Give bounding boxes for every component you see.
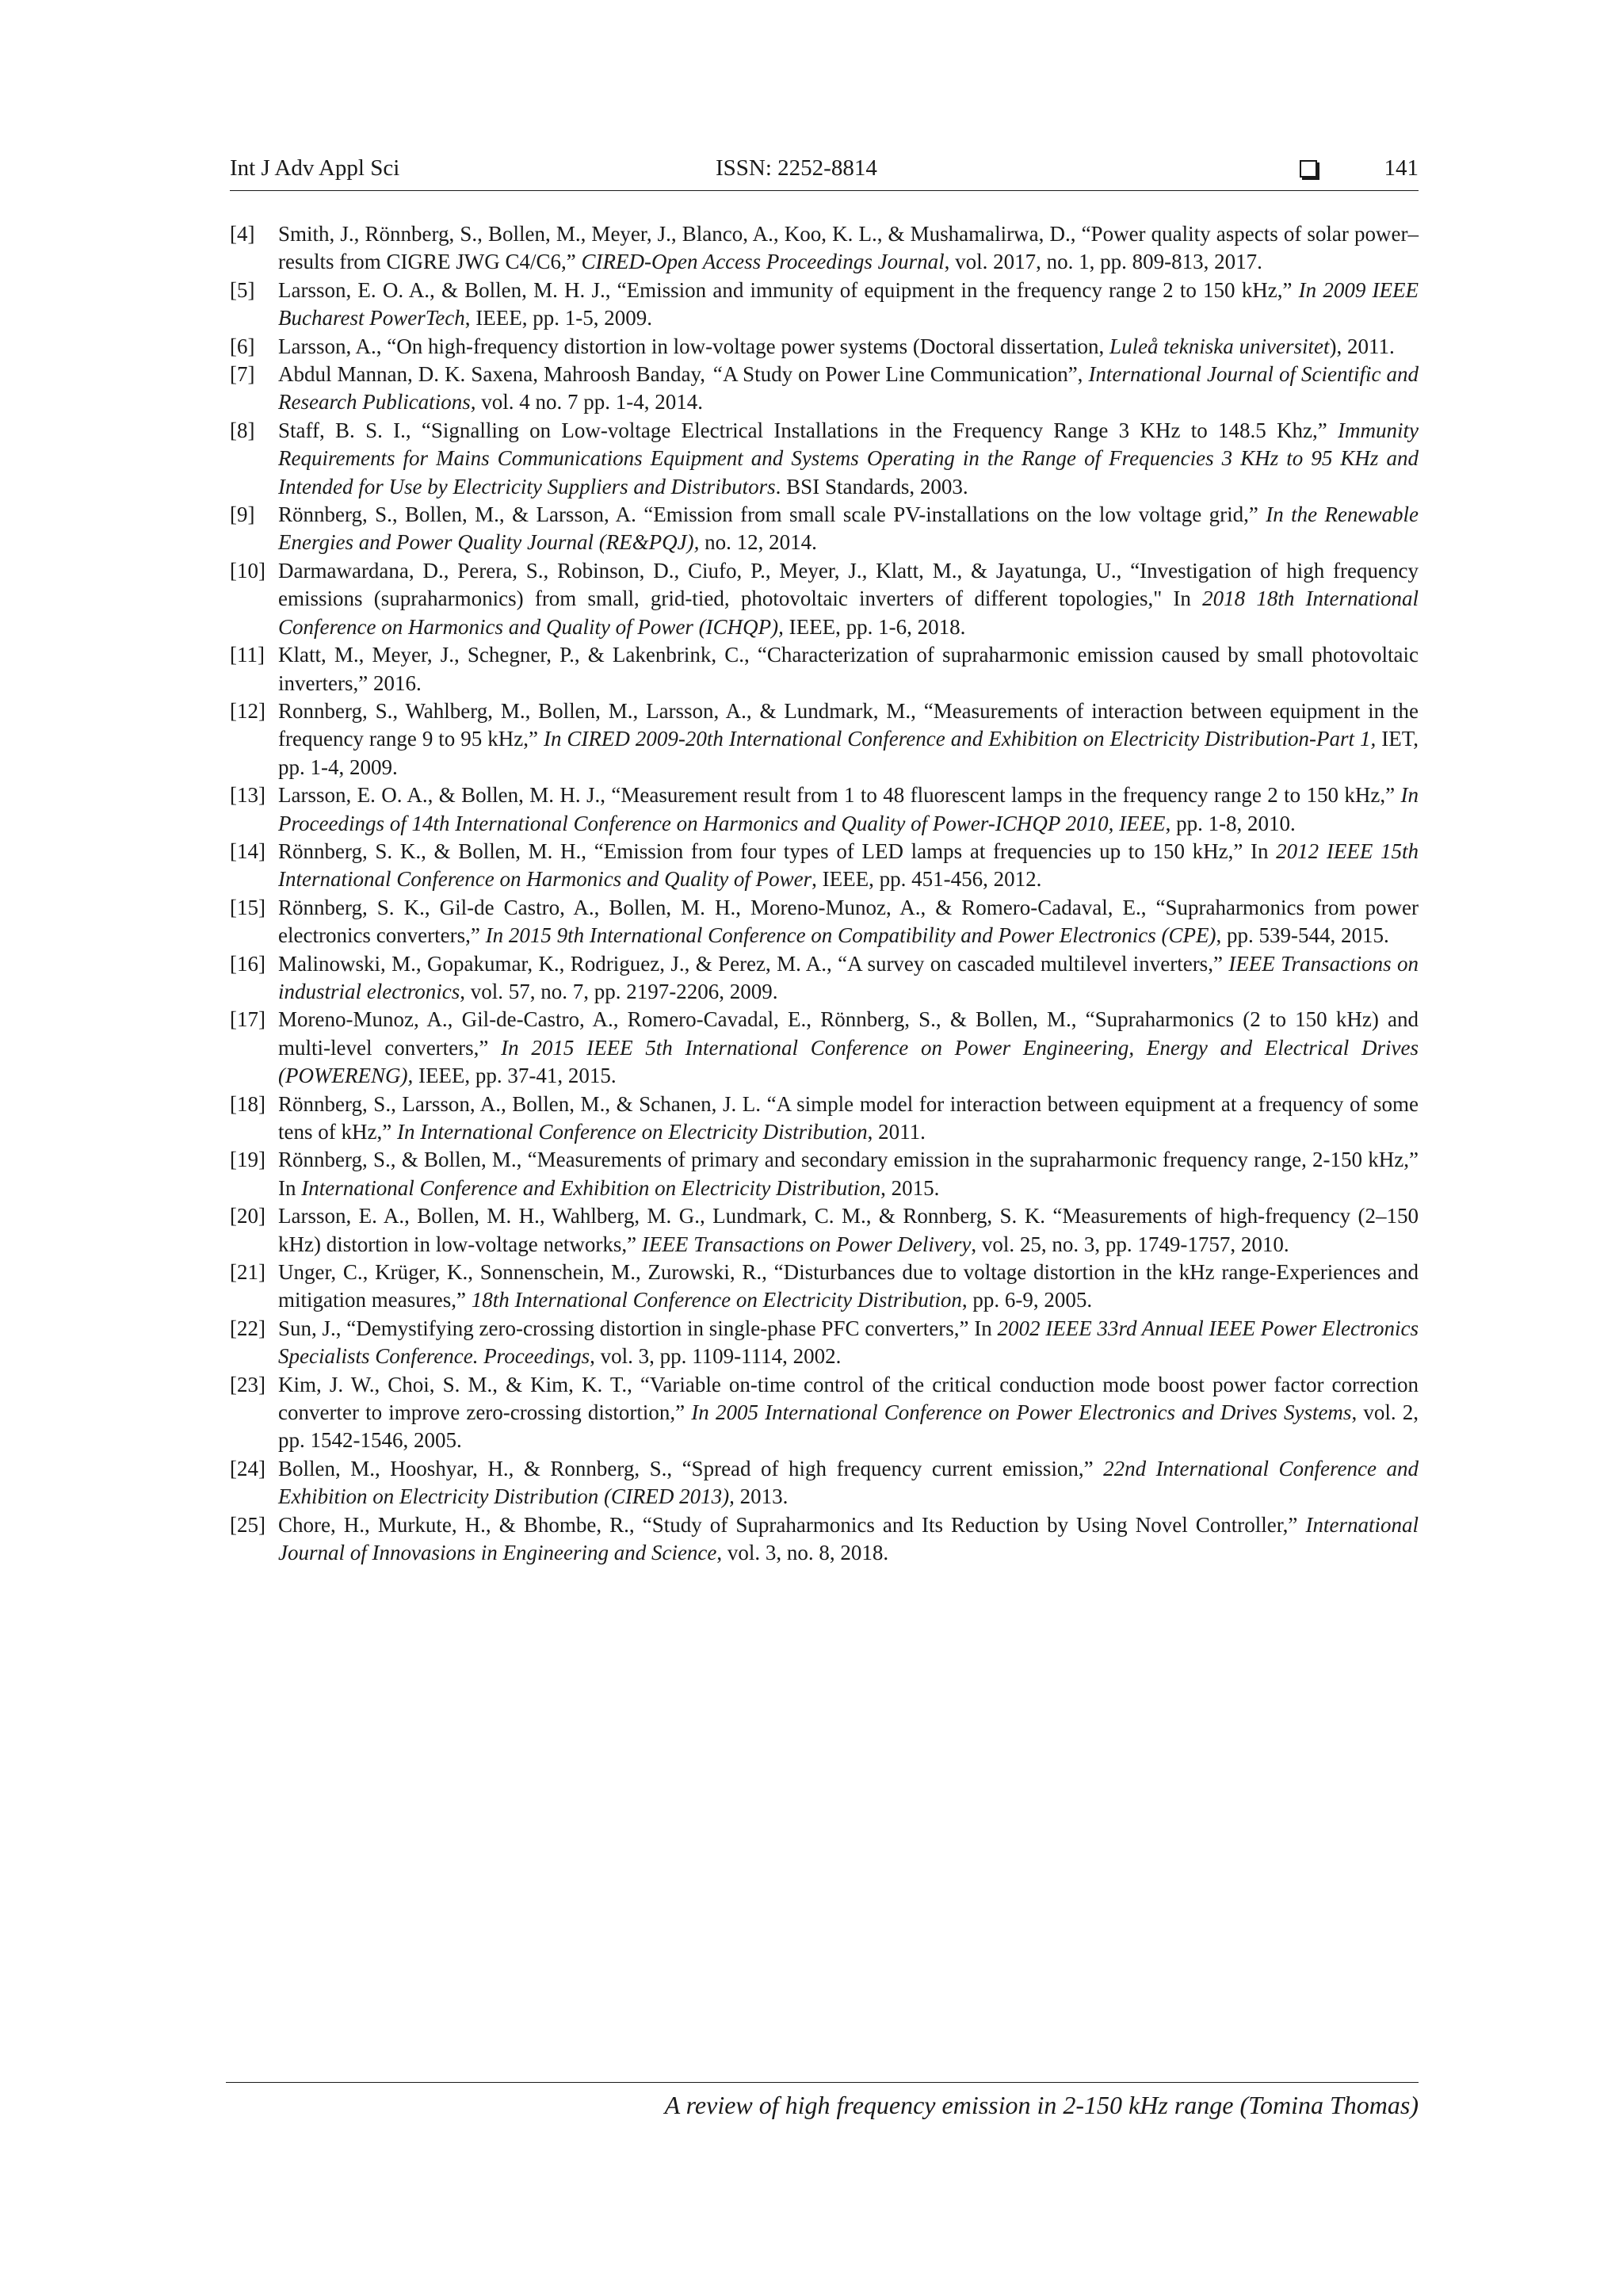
reference-source: In the Renewable Energies and Power Quality Journal (RE&PQJ), <box>278 502 1419 555</box>
reference-number: [23] <box>230 1372 265 1396</box>
reference-text: , IEEE, pp. 1-5, 2009. <box>464 306 652 330</box>
reference-source: International Journal of Scientific and Research Publications, <box>278 362 1419 415</box>
reference-text: Ronnberg, S., Wahlberg, M., Bollen, M., Larsson, A., & Lundmark, M., “Measurements of interaction between equipment in the frequency range 9 to 95 kHz,” <box>278 698 1419 751</box>
square-bullet-icon <box>1300 160 1317 178</box>
reference-text: Staff, B. S. I., “Signalling on Low-voltage Electrical Installations in the Frequency Range 3 KHz to 148.5 Khz,” <box>278 418 1338 442</box>
reference-number: [12] <box>230 698 265 723</box>
reference-text: , vol. 3, no. 8, 2018. <box>716 1541 889 1565</box>
reference-item <box>230 277 1419 333</box>
reference-number: [14] <box>230 839 265 863</box>
reference-number: [5] <box>230 277 255 302</box>
reference-number: [24] <box>230 1456 265 1480</box>
reference-text: Rönnberg, S., & Bollen, M., “Measurements of primary and secondary emission in the supraharmonic frequency range, 2-150 kHz,” In <box>278 1148 1419 1200</box>
reference-text: Larsson, E. O. A., & Bollen, M. H. J., “Measurement result from 1 to 48 fluorescent lamps in the frequency range 2 to 150 kHz,” <box>278 783 1401 808</box>
header-rule <box>230 190 1419 191</box>
reference-number: [7] <box>230 362 255 387</box>
page-number: 141 <box>1384 155 1419 181</box>
reference-number: [21] <box>230 1260 265 1285</box>
reference-text: Chore, H., Murkute, H., & Bhombe, R., “Study of Supraharmonics and Its Reduction by Using Novel Controller,” <box>278 1512 1306 1537</box>
reference-text: Larsson, E. O. A., & Bollen, M. H. J., “Emission and immunity of equipment in the frequency range 2 to 150 kHz,” <box>278 277 1299 302</box>
reference-item <box>230 220 1419 277</box>
reference-text: , pp. 1-8, 2010. <box>1165 811 1296 835</box>
reference-text: Rönnberg, S. K., & Bollen, M. H., “Emission from four types of LED lamps at frequencies up to 150 kHz,” In <box>278 839 1277 863</box>
reference-text: Rönnberg, S., Larsson, A., Bollen, M., & Schanen, J. L. “A simple model for interaction between equipment at a frequency of some tens of kHz,” <box>278 1091 1419 1144</box>
reference-number: [18] <box>230 1091 265 1116</box>
reference-item <box>230 1146 1419 1202</box>
reference-source: 2012 IEEE 15th International Conference on Harmonics and Quality of Power <box>278 839 1419 892</box>
reference-source: IEEE Transactions on industrial electronics <box>278 951 1419 1003</box>
reference-number: [19] <box>230 1148 265 1172</box>
reference-text: Klatt, M., Meyer, J., Schegner, P., & Lakenbrink, C., “Characterization of supraharmonic emission caused by small photovoltaic inverters,” 2016. <box>278 643 1419 695</box>
reference-source: 22nd International Conference and Exhibition on Electricity Distribution (CIRED 2013), <box>278 1456 1419 1509</box>
reference-number: [6] <box>230 334 255 358</box>
reference-text: 2013. <box>734 1484 789 1509</box>
reference-item <box>230 1371 1419 1455</box>
reference-text: A Study on Power Line Communication”, <box>723 362 1089 387</box>
reference-text: . BSI Standards, 2003. <box>775 474 968 499</box>
reference-source: IEEE Transactions on Power Delivery <box>641 1232 972 1256</box>
reference-text: Larsson, A., “On high-frequency distortion in low-voltage power systems (Doctoral dissertation, <box>278 334 1110 358</box>
reference-text: Sun, J., “Demystifying zero-crossing distortion in single-phase PFC converters,” In <box>278 1316 998 1340</box>
reference-source: In 2015 9th International Conference on Compatibility and Power Electronics (CPE) <box>485 923 1216 948</box>
reference-number: [25] <box>230 1512 265 1537</box>
reference-text: IEEE, pp. 37-41, 2015. <box>413 1064 617 1088</box>
reference-source: In Proceedings of 14th International Conference on Harmonics and Quality of Power-ICHQP 2010, IEEE <box>278 783 1419 835</box>
reference-item <box>230 1511 1419 1568</box>
reference-text: , vol. 25, no. 3, pp. 1749-1757, 2010. <box>971 1232 1289 1256</box>
reference-number: [13] <box>230 783 265 808</box>
reference-item <box>230 641 1419 697</box>
reference-item <box>230 1202 1419 1259</box>
journal-name: Int J Adv Appl Sci <box>230 155 400 181</box>
reference-item <box>230 781 1419 838</box>
reference-item <box>230 417 1419 501</box>
reference-text: , IEEE, pp. 451-456, 2012. <box>812 867 1042 892</box>
page-header <box>230 155 1419 187</box>
reference-source: In CIRED 2009-20th International Conference and Exhibition on Electricity Distribution-Part 1, <box>543 727 1377 751</box>
running-title: A review of high frequency emission in 2-150 kHz range (Tomina Thomas) <box>664 2091 1419 2119</box>
reference-source: In 2005 International Conference on Power Electronics and Drives Systems <box>691 1400 1352 1425</box>
reference-item <box>230 950 1419 1007</box>
reference-text: Smith, J., Rönnberg, S., Bollen, M., Meyer, J., Blanco, A., Koo, K. L., & Mushamalirwa, D., “Power quality aspects of solar power–results from CIGRE JWG C4/C6,” <box>278 222 1419 274</box>
reference-text: Larsson, E. A., Bollen, M. H., Wahlberg, M. G., Lundmark, C. M., & Ronnberg, S. K. “Measurements of high-frequency (2–150 kHz) distortion in low-voltage networks,” <box>278 1204 1419 1256</box>
reference-source: Luleå tekniska universitet <box>1109 334 1330 358</box>
reference-number: [8] <box>230 418 255 442</box>
reference-source: 18th International Conference on Electricity Distribution <box>471 1288 962 1312</box>
reference-source: 2018 18th International Conference on Harmonics and Quality of Power (ICHQP), <box>278 586 1419 639</box>
reference-text: , vol. 2, pp. 1542-1546, 2005. <box>278 1400 1419 1453</box>
reference-text: Rönnberg, S. K., Gil-de Castro, A., Bollen, M. H., Moreno-Munoz, A., & Romero-Cadaval, E., “Supraharmonics from power electronics converters,” <box>278 895 1419 948</box>
reference-text: , 2015. <box>880 1175 940 1200</box>
reference-number: [17] <box>230 1007 265 1032</box>
reference-item <box>230 333 1419 361</box>
reference-source: CIRED-Open Access Proceedings Journal <box>581 250 945 274</box>
reference-text: Unger, C., Krüger, K., Sonnenschein, M., Zurowski, R., “Disturbances due to voltage distortion in the kHz range-Experiences and mitigation measures,” <box>278 1260 1419 1312</box>
reference-text: Abdul Mannan, D. K. Saxena, Mahroosh Banday, <box>278 362 712 387</box>
reference-text: no. 12, 2014. <box>699 530 817 555</box>
reference-text: ), 2011. <box>1329 334 1395 358</box>
reference-text: , vol. 3, pp. 1109-1114, 2002. <box>590 1344 842 1369</box>
reference-text: Bollen, M., Hooshyar, H., & Ronnberg, S., “Spread of high frequency current emission,” <box>278 1456 1104 1480</box>
reference-source: In 2015 IEEE 5th International Conference on Power Engineering, Energy and Electrical Drives (POWERENG), <box>278 1035 1419 1088</box>
reference-text: Moreno-Munoz, A., Gil-de-Castro, A., Romero-Cavadal, E., Rönnberg, S., & Bollen, M., “Supraharmonics (2 to 150 kHz) and multi-level converters,” <box>278 1007 1419 1060</box>
reference-text: IET, pp. 1-4, 2009. <box>278 727 1419 779</box>
reference-source: International Conference and Exhibition on Electricity Distribution <box>301 1175 881 1200</box>
reference-text: IEEE, pp. 1-6, 2018. <box>783 614 966 639</box>
reference-number: [4] <box>230 222 255 246</box>
reference-number: [11] <box>230 643 265 667</box>
reference-number: [15] <box>230 895 265 919</box>
reference-number: [22] <box>230 1316 265 1340</box>
reference-text: vol. 4 no. 7 pp. 1-4, 2014. <box>475 390 703 415</box>
reference-text: Kim, J. W., Choi, S. M., & Kim, K. T., “Variable on-time control of the critical conduction mode boost power factor correction converter to improve zero-crossing distortion,” <box>278 1372 1419 1425</box>
issn: ISSN: 2252-8814 <box>716 155 877 181</box>
reference-item <box>230 361 1419 417</box>
reference-item <box>230 1455 1419 1511</box>
reference-text: Rönnberg, S., Bollen, M., & Larsson, A. “Emission from small scale PV-installations on the low voltage grid,” <box>278 502 1266 527</box>
reference-item <box>230 1315 1419 1371</box>
reference-item <box>230 894 1419 950</box>
reference-source: International Journal of Innovasions in Engineering and Science <box>278 1512 1419 1565</box>
reference-source: “ <box>711 362 724 387</box>
footer-rule <box>226 2082 1419 2083</box>
reference-text: Malinowski, M., Gopakumar, K., Rodriguez, J., & Perez, M. A., “A survey on cascaded multilevel inverters,” <box>278 951 1229 976</box>
reference-number: [16] <box>230 951 265 976</box>
reference-item <box>230 697 1419 781</box>
reference-source: In 2009 IEEE Bucharest PowerTech <box>278 277 1419 330</box>
reference-item <box>230 838 1419 894</box>
reference-text: , pp. 539-544, 2015. <box>1216 923 1389 948</box>
reference-item <box>230 501 1419 557</box>
reference-text: , vol. 2017, no. 1, pp. 809-813, 2017. <box>944 250 1262 274</box>
reference-text: , vol. 57, no. 7, pp. 2197-2206, 2009. <box>460 979 778 1003</box>
reference-source: In International Conference on Electricity Distribution <box>396 1120 868 1144</box>
reference-number: [20] <box>230 1204 265 1228</box>
reference-item <box>230 557 1419 641</box>
reference-source: 2002 IEEE 33rd Annual IEEE Power Electronics Specialists Conference. Proceedings <box>278 1316 1419 1369</box>
reference-item <box>230 1259 1419 1315</box>
reference-text: , 2011. <box>867 1120 926 1144</box>
reference-text: , pp. 6-9, 2005. <box>961 1288 1093 1312</box>
reference-number: [10] <box>230 558 265 583</box>
reference-text: Darmawardana, D., Perera, S., Robinson, D., Ciufo, P., Meyer, J., Klatt, M., & Jayatunga, U., “Investigation of high frequency emissions (supraharmonics) from small, grid-tied, photovoltaic inverters of different topologies," In <box>278 558 1419 611</box>
reference-list <box>230 220 1419 1568</box>
reference-item <box>230 1091 1419 1147</box>
reference-source: Immunity Requirements for Mains Communications Equipment and Systems Operating in the Range of Frequencies 3 KHz to 95 KHz and Intended for Use by Electricity Suppliers and Distributors <box>278 418 1419 499</box>
reference-number: [9] <box>230 502 255 527</box>
reference-item <box>230 1006 1419 1090</box>
